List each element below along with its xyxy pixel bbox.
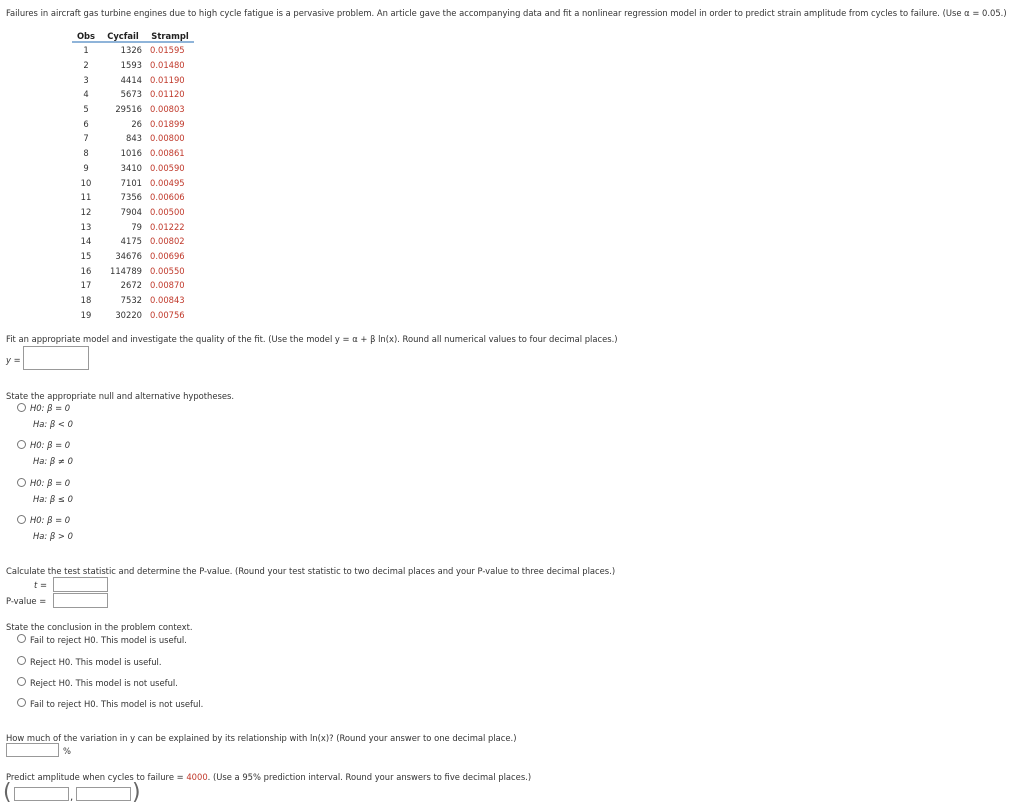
predict-cycles-value: 4000 [186, 772, 208, 782]
percent-unit: % [63, 746, 71, 756]
hypothesis-option-4-ha: Ha: β > 0 [33, 531, 73, 541]
strampl-cell: 0.00756 [150, 309, 185, 320]
cycfail-cell: 843 [126, 133, 142, 144]
strampl-cell: 0.00843 [150, 295, 185, 306]
table-header-row [72, 30, 194, 42]
strampl-cell: 0.01120 [150, 89, 185, 100]
obs-cell: 5 [83, 104, 89, 115]
strampl-cell: 0.00590 [150, 162, 185, 173]
conclusion-option-4-radio[interactable] [17, 698, 26, 707]
column-header: Strampl [146, 30, 194, 42]
strampl-cell: 0.00861 [150, 148, 185, 159]
hypothesis-option-1-radio[interactable] [17, 403, 26, 412]
hypothesis-option-4-h0: H0: β = 0 [30, 515, 71, 525]
strampl-cell: 0.01899 [150, 118, 185, 129]
obs-cell: 10 [80, 177, 92, 188]
hypothesis-option-2-h0: H0: β = 0 [30, 440, 71, 450]
table-row [72, 146, 194, 161]
strampl-cell: 0.01190 [150, 74, 185, 85]
hypothesis-option-4-radio[interactable] [17, 515, 26, 524]
conclusion-prompt: State the conclusion in the problem context. [6, 622, 193, 632]
predict-prompt-after: . (Use a 95% prediction interval. Round your answers to five decimal places.) [207, 772, 532, 782]
obs-cell: 9 [83, 162, 89, 173]
open-paren: ( [3, 780, 12, 805]
predict-prompt [6, 772, 531, 782]
obs-cell: 6 [83, 118, 89, 129]
p-value-input[interactable] [53, 593, 108, 608]
table-row [72, 72, 194, 87]
strampl-cell: 0.00803 [150, 104, 185, 115]
table-row [72, 175, 194, 190]
hypothesis-option-1-ha: Ha: β < 0 [33, 419, 73, 429]
variation-prompt: How much of the variation in y can be explained by its relationship with ln(x)? (Round your answer to one decimal place.) [6, 733, 517, 743]
obs-cell: 15 [80, 250, 92, 261]
y-equation-input[interactable] [23, 346, 89, 370]
strampl-cell: 0.00696 [150, 250, 185, 261]
table-row [72, 87, 194, 102]
cycfail-cell: 7356 [120, 192, 142, 203]
obs-cell: 4 [83, 89, 89, 100]
conclusion-option-4-label: Fail to reject H0. This model is not useful. [30, 699, 204, 709]
problem-intro: Failures in aircraft gas turbine engines due to high cycle fatigue is a pervasive problem. An article gave the accompanying data and fit a nonlinear regression model in order to predict strain amplitude from cycles to failure. (Use α = 0.05.) [6, 8, 1007, 18]
table-row [72, 58, 194, 73]
table-row [72, 205, 194, 220]
obs-cell: 8 [83, 148, 89, 159]
fit-prompt [6, 334, 618, 344]
obs-cell: 17 [80, 280, 92, 291]
prediction-upper-input[interactable] [76, 787, 131, 801]
data-table [72, 30, 194, 322]
table-row [72, 293, 194, 308]
conclusion-option-3-radio[interactable] [17, 677, 26, 686]
conclusion-option-1-label: Fail to reject H0. This model is useful. [30, 635, 187, 645]
cycfail-cell: 34676 [115, 250, 142, 261]
p-value-label: P-value = [6, 596, 47, 606]
cycfail-cell: 79 [131, 221, 142, 232]
conclusion-option-1-radio[interactable] [17, 634, 26, 643]
strampl-cell: 0.01595 [150, 45, 185, 56]
table-row [72, 102, 194, 117]
obs-cell: 12 [80, 206, 92, 217]
cycfail-cell: 29516 [115, 104, 142, 115]
table-row [72, 249, 194, 264]
obs-cell: 19 [80, 309, 92, 320]
hypothesis-option-1-h0: H0: β = 0 [30, 403, 71, 413]
strampl-cell: 0.00550 [150, 265, 185, 276]
cycfail-cell: 1326 [120, 45, 142, 56]
hypotheses-prompt: State the appropriate null and alternative hypotheses. [6, 391, 235, 401]
obs-cell: 18 [80, 295, 92, 306]
obs-cell: 16 [80, 265, 92, 276]
obs-cell: 3 [83, 74, 89, 85]
table-row [72, 234, 194, 249]
comma-separator: , [70, 792, 74, 803]
strampl-cell: 0.00870 [150, 280, 185, 291]
conclusion-option-3-label: Reject H0. This model is not useful. [30, 678, 178, 688]
strampl-cell: 0.01222 [150, 221, 185, 232]
prediction-lower-input[interactable] [14, 787, 69, 801]
cycfail-cell: 4175 [120, 236, 142, 247]
table-row [72, 219, 194, 234]
hypothesis-option-2-ha: Ha: β ≠ 0 [33, 456, 73, 466]
t-label: t = [34, 580, 47, 590]
t-statistic-input[interactable] [53, 577, 108, 592]
fit-prompt-text: Fit an appropriate model and investigate the quality of the fit. (Use the model y = α + β ln(x). Round all numerical values to four decimal places.) [6, 334, 618, 344]
conclusion-option-2-radio[interactable] [17, 656, 26, 665]
strampl-cell: 0.00802 [150, 236, 185, 247]
cycfail-cell: 7101 [120, 177, 142, 188]
table-row [72, 116, 194, 131]
column-header: Obs [72, 30, 100, 42]
hypothesis-option-3-ha: Ha: β ≤ 0 [33, 494, 73, 504]
table-row [72, 42, 194, 58]
table-row [72, 278, 194, 293]
cycfail-cell: 1593 [120, 60, 142, 71]
hypothesis-option-3-radio[interactable] [17, 478, 26, 487]
table-row [72, 263, 194, 278]
strampl-cell: 0.00800 [150, 133, 185, 144]
close-paren: ) [132, 780, 141, 805]
table-row [72, 307, 194, 322]
cycfail-cell: 7532 [120, 295, 142, 306]
cycfail-cell: 30220 [115, 309, 142, 320]
cycfail-cell: 7904 [120, 206, 142, 217]
obs-cell: 2 [83, 60, 89, 71]
variation-input[interactable] [6, 743, 59, 757]
predict-prompt-before: Predict amplitude when cycles to failure = [6, 772, 184, 782]
table-row [72, 161, 194, 176]
strampl-cell: 0.00606 [150, 192, 185, 203]
strampl-cell: 0.01480 [150, 60, 185, 71]
table-row [72, 131, 194, 146]
obs-cell: 7 [83, 133, 89, 144]
obs-cell: 1 [83, 45, 89, 56]
cycfail-cell: 5673 [120, 89, 142, 100]
cycfail-cell: 4414 [120, 74, 142, 85]
cycfail-cell: 26 [131, 118, 142, 129]
obs-cell: 13 [80, 221, 92, 232]
table-row [72, 190, 194, 205]
hypothesis-option-2-radio[interactable] [17, 440, 26, 449]
strampl-cell: 0.00495 [150, 177, 185, 188]
test-prompt: Calculate the test statistic and determine the P-value. (Round your test statistic to two decimal places and your P-value to three decimal places.) [6, 566, 616, 576]
conclusion-option-2-label: Reject H0. This model is useful. [30, 657, 162, 667]
cycfail-cell: 3410 [120, 162, 142, 173]
y-label: y = [6, 355, 21, 365]
hypothesis-option-3-h0: H0: β = 0 [30, 478, 71, 488]
obs-cell: 14 [80, 236, 92, 247]
cycfail-cell: 1016 [120, 148, 142, 159]
cycfail-cell: 114789 [110, 265, 142, 276]
obs-cell: 11 [80, 192, 92, 203]
strampl-cell: 0.00500 [150, 206, 185, 217]
column-header: Cycfail [100, 30, 146, 42]
cycfail-cell: 2672 [120, 280, 142, 291]
